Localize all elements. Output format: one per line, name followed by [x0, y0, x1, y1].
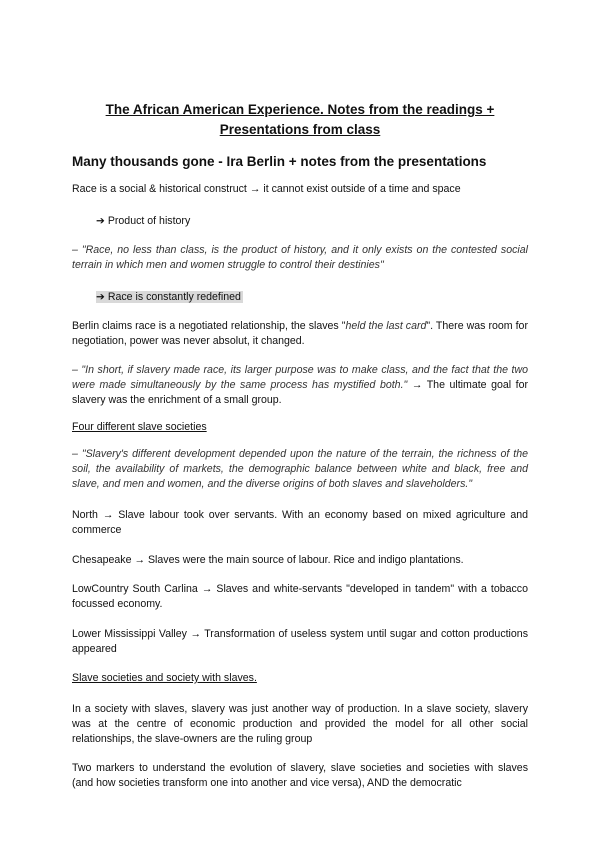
- paragraph: In a society with slaves, slavery was just another way of production. In a slave society, slavery was at the centre of economic production and provided the model for all other social relationships, the slave-owners are the ruling group: [72, 703, 528, 745]
- bullet-item: ➔ Product of history: [96, 215, 191, 227]
- document-title: The African American Experience. Notes from the readings + Presentations from class: [105, 102, 495, 137]
- section-heading: Many thousands gone - Ira Berlin + notes from the presentations: [72, 154, 487, 169]
- paragraph: North → Slave labour took over servants. With an economy based on mixed agriculture and commerce: [72, 509, 528, 536]
- paragraph: Berlin claims race is a negotiated relationship, the slaves "held the last card". There was room for negotiation, power was never absolut, it changed.: [72, 320, 528, 347]
- paragraph: LowCountry South Carlina → Slaves and white-servants "developed in tandem" with a tobacco focussed economy.: [72, 583, 528, 610]
- subheading: Four different slave societies: [72, 421, 207, 433]
- paragraph: Two markers to understand the evolution of slavery, slave societies and societies with slaves (and how societies transform one into another and vice versa), AND the democratic: [72, 762, 528, 789]
- quote-paragraph: – "In short, if slavery made race, its larger purpose was to make class, and the fact that the two were made simultaneously by the same process has mystified both." → The ultimate goal for slavery was the enrichment of a small group.: [72, 364, 528, 406]
- paragraph: Race is a social & historical construct → it cannot exist outside of a time and space: [72, 183, 461, 195]
- quote: – "Slavery's different development depended upon the nature of the terrain, the richness of the soil, the availability of markets, the demographic balance between white and black, free and slave, and men and women, and the diverse origins of both slaves and slaveholders.": [72, 448, 528, 490]
- subheading: Slave societies and society with slaves.: [72, 672, 257, 684]
- bullet-item-highlighted: ➔ Race is constantly redefined: [96, 291, 241, 303]
- quote: – "Race, no less than class, is the product of history, and it only exists on the contested social terrain in which men and women struggle to control their destinies": [72, 244, 528, 271]
- paragraph: Lower Mississippi Valley → Transformation of useless system until sugar and cotton productions appeared: [72, 628, 528, 655]
- paragraph: Chesapeake → Slaves were the main source of labour. Rice and indigo plantations.: [72, 554, 464, 566]
